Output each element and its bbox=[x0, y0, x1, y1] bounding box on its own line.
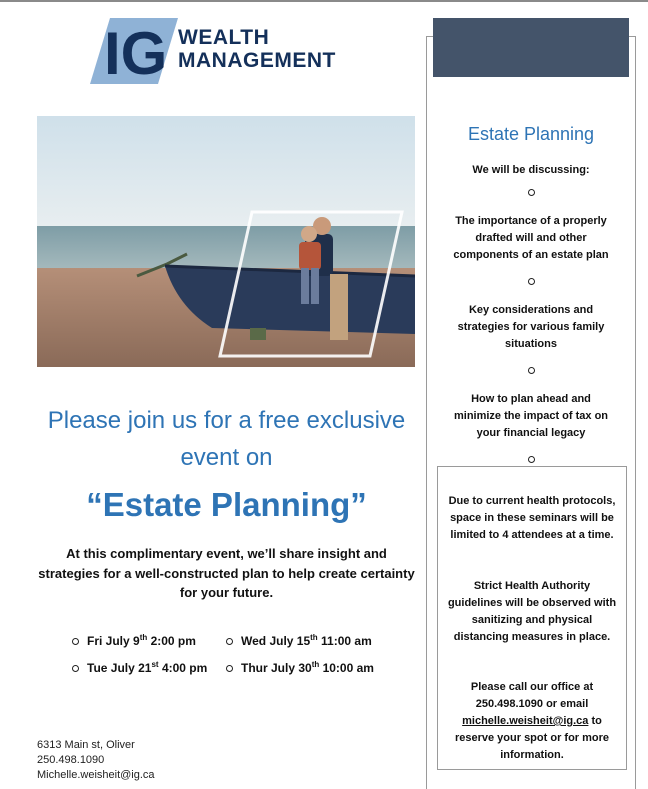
date-text: Thur July 30th 10:00 am bbox=[241, 660, 374, 675]
topics-lead: We will be discussing: bbox=[472, 164, 590, 176]
date-item bbox=[72, 634, 226, 648]
invitation-heading bbox=[30, 402, 423, 476]
event-description bbox=[30, 544, 423, 603]
description-line-1: At this complimentary event, we’ll share insight and bbox=[66, 546, 387, 561]
bullet-circle-icon bbox=[72, 665, 79, 672]
bullet-circle-icon bbox=[226, 665, 233, 672]
invitation-line-2: event on bbox=[180, 444, 273, 471]
bullet-circle-icon bbox=[528, 278, 535, 285]
date-text: Wed July 15th 11:00 am bbox=[241, 633, 372, 648]
topic-item: How to plan ahead and minimize the impact of tax on your financial legacy bbox=[453, 393, 609, 439]
ig-wealth-management-logo bbox=[90, 18, 380, 84]
health-guidelines-notice: Strict Health Authority guidelines will be observed with sanitizing and physical distancing measures in place. bbox=[447, 580, 617, 643]
email-link[interactable]: michelle.weisheit@ig.ca bbox=[462, 715, 589, 727]
contact-email: Michelle.weisheit@ig.ca bbox=[37, 769, 155, 781]
sidebar-header-block bbox=[433, 18, 629, 77]
bullet-circle-icon bbox=[226, 638, 233, 645]
ig-logo-mark-icon bbox=[90, 18, 178, 84]
top-rule bbox=[0, 0, 648, 2]
contact-phone: 250.498.1090 bbox=[37, 754, 105, 766]
reservation-notice: Please call our office at 250.498.1090 or email michelle.weisheit@ig.ca to reserve your spot or for more information. bbox=[454, 681, 610, 761]
date-text: Fri July 9th 2:00 pm bbox=[87, 633, 196, 648]
date-item bbox=[72, 661, 226, 675]
invitation-line-1: Please join us for a free exclusive bbox=[47, 407, 406, 434]
contact-address: 6313 Main st, Oliver bbox=[37, 739, 135, 751]
topic-item: The importance of a properly drafted will and other components of an estate plan bbox=[453, 215, 609, 261]
bullet-circle-icon bbox=[72, 638, 79, 645]
topic-item: Key considerations and strategies for various family situations bbox=[457, 304, 605, 350]
description-line-3: for your future. bbox=[179, 585, 274, 600]
date-text: Tue July 21st 4:00 pm bbox=[87, 660, 208, 675]
bullet-circle-icon bbox=[528, 189, 535, 196]
beach-boat-photo bbox=[37, 116, 415, 367]
logo-line-2: MANAGEMENT bbox=[178, 49, 336, 72]
sidebar-title: Estate Planning bbox=[467, 124, 595, 144]
beach-boat-photo-icon bbox=[37, 116, 415, 367]
topics-list bbox=[442, 162, 620, 480]
bullet-circle-icon bbox=[528, 367, 535, 374]
event-dates bbox=[72, 634, 382, 675]
logo-wordmark bbox=[178, 26, 336, 72]
event-title: “Estate Planning” bbox=[86, 486, 367, 523]
health-protocol-notice: Due to current health protocols, space in these seminars will be limited to 4 attendees at a time. bbox=[448, 495, 616, 541]
contact-info bbox=[37, 738, 155, 783]
date-item bbox=[226, 661, 382, 675]
description-line-2: strategies for a well-constructed plan to help create certainty bbox=[38, 565, 415, 581]
logo-mark-text: IG bbox=[104, 20, 168, 84]
logo-line-1: WEALTH bbox=[178, 26, 270, 49]
date-item bbox=[226, 634, 382, 648]
bullet-circle-icon bbox=[528, 456, 535, 463]
